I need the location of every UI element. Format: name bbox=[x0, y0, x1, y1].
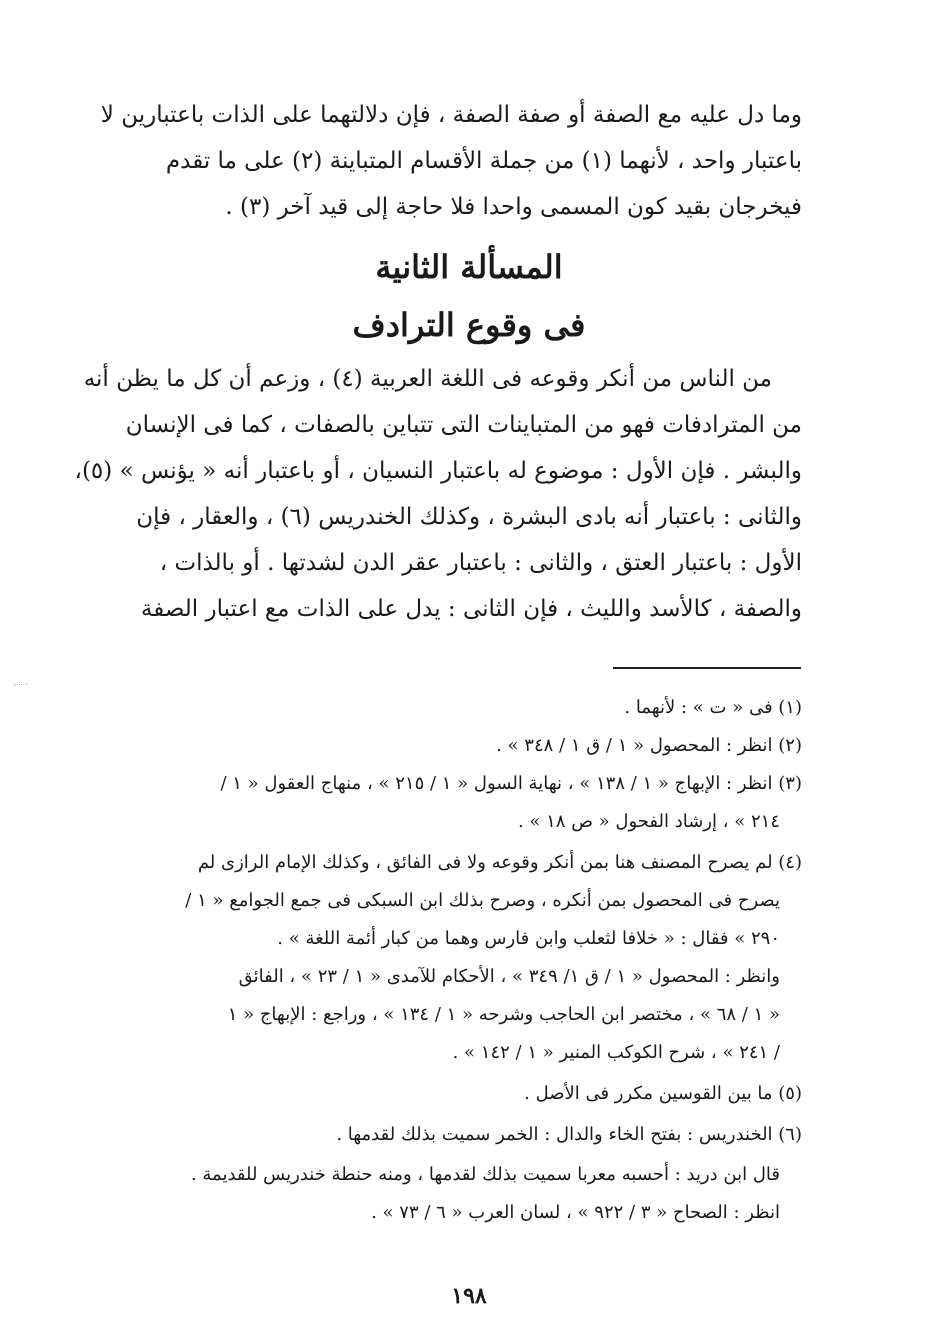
scan-speck bbox=[14, 684, 28, 691]
footnote-line: يصرح فى المحصول بمن أنكره ، وصرح بذلك ابن السبكى فى جمع الجوامع « ١ / bbox=[185, 890, 780, 911]
footnote-line: (١) فى « ت » : لأنهما . bbox=[624, 697, 802, 718]
footnote-line: انظر : الصحاح « ٣ / ٩٢٢ » ، لسان العرب « ٦ / ٧٣ » . bbox=[371, 1202, 780, 1223]
topic-heading: فى وقوع الترادف bbox=[352, 306, 586, 344]
main-line-2: من المترادفات فهو من المتباينات التى تتباين بالصفات ، كما فى الإنسان bbox=[125, 412, 802, 438]
intro-line-2: باعتبار واحد ، لأنهما (١) من جملة الأقسام المتباينة (٢) على ما تقدم bbox=[165, 148, 802, 174]
main-line-1: من الناس من أنكر وقوعه فى اللغة العربية (٤) ، وزعم أن كل ما يظن أنه bbox=[83, 366, 772, 392]
footnote-line: (٥) ما بين القوسين مكرر فى الأصل . bbox=[524, 1083, 802, 1104]
main-paragraph bbox=[74, 366, 802, 636]
footnote-line: وانظر : المحصول « ١ / ق ١/ ٣٤٩ » ، الأحكام للآمدى « ١ / ٢٣ » ، الفائق bbox=[238, 966, 780, 987]
issue-heading: المسألة الثانية bbox=[375, 248, 563, 286]
main-line-4: والثانى : باعتبار أنه بادى البشرة ، وكذلك الخندريس (٦) ، والعقار ، فإن bbox=[136, 504, 802, 530]
main-line-3: والبشر . فإن الأول : موضوع له باعتبار النسيان ، أو باعتبار أنه « يؤنس » (٥)، bbox=[74, 458, 802, 484]
intro-line-3: فيخرجان بقيد كون المسمى واحدا فلا حاجة إلى قيد آخر (٣) . bbox=[225, 194, 802, 220]
footnote-line: « ١ / ٦٨ » ، مختصر ابن الحاجب وشرحه « ١ / ١٣٤ » ، وراجع : الإبهاج « ١ bbox=[227, 1004, 780, 1025]
intro-paragraph bbox=[90, 102, 802, 242]
footnote-line: (٤) لم يصرح المصنف هنا بمن أنكر وقوعه ولا فى الفائق ، وكذلك الإمام الرازى لم bbox=[197, 852, 802, 873]
intro-line-1: وما دل عليه مع الصفة أو صفة الصفة ، فإن دلالتهما على الذات باعتبارين لا bbox=[100, 102, 802, 128]
footnote-line: / ٢٤١ » ، شرح الكوكب المنير « ١ / ١٤٢ » . bbox=[452, 1042, 780, 1063]
footnote-line: (٣) انظر : الإبهاج « ١ / ١٣٨ » ، نهاية السول « ١ / ٢١٥ » ، منهاج العقول « ١ / bbox=[220, 773, 802, 794]
footnote-separator bbox=[613, 667, 801, 669]
footnote-line: (٦) الخندريس : بفتح الخاء والدال : الخمر سميت بذلك لقدمها . bbox=[336, 1124, 802, 1145]
footnote-line: (٢) انظر : المحصول « ١ / ق ١ / ٣٤٨ » . bbox=[496, 735, 802, 756]
footnote-line: ٢١٤ » ، إرشاد الفحول « ص ١٨ » . bbox=[517, 811, 780, 832]
footnote-line: قال ابن دريد : أحسبه معربا سميت بذلك لقدمها ، ومنه حنطة خندريس للقديمة . bbox=[190, 1164, 780, 1185]
main-line-6: والصفة ، كالأسد والليث ، فإن الثانى : يدل على الذات مع اعتبار الصفة bbox=[140, 596, 802, 622]
page-number: ١٩٨ bbox=[451, 1283, 487, 1309]
main-line-5: الأول : باعتبار العتق ، والثانى : باعتبار عقر الدن لشدتها . أو بالذات ، bbox=[159, 550, 802, 576]
footnote-line: ٢٩٠ » فقال : « خلافا لثعلب وابن فارس وهما من كبار أئمة اللغة » . bbox=[277, 928, 780, 949]
